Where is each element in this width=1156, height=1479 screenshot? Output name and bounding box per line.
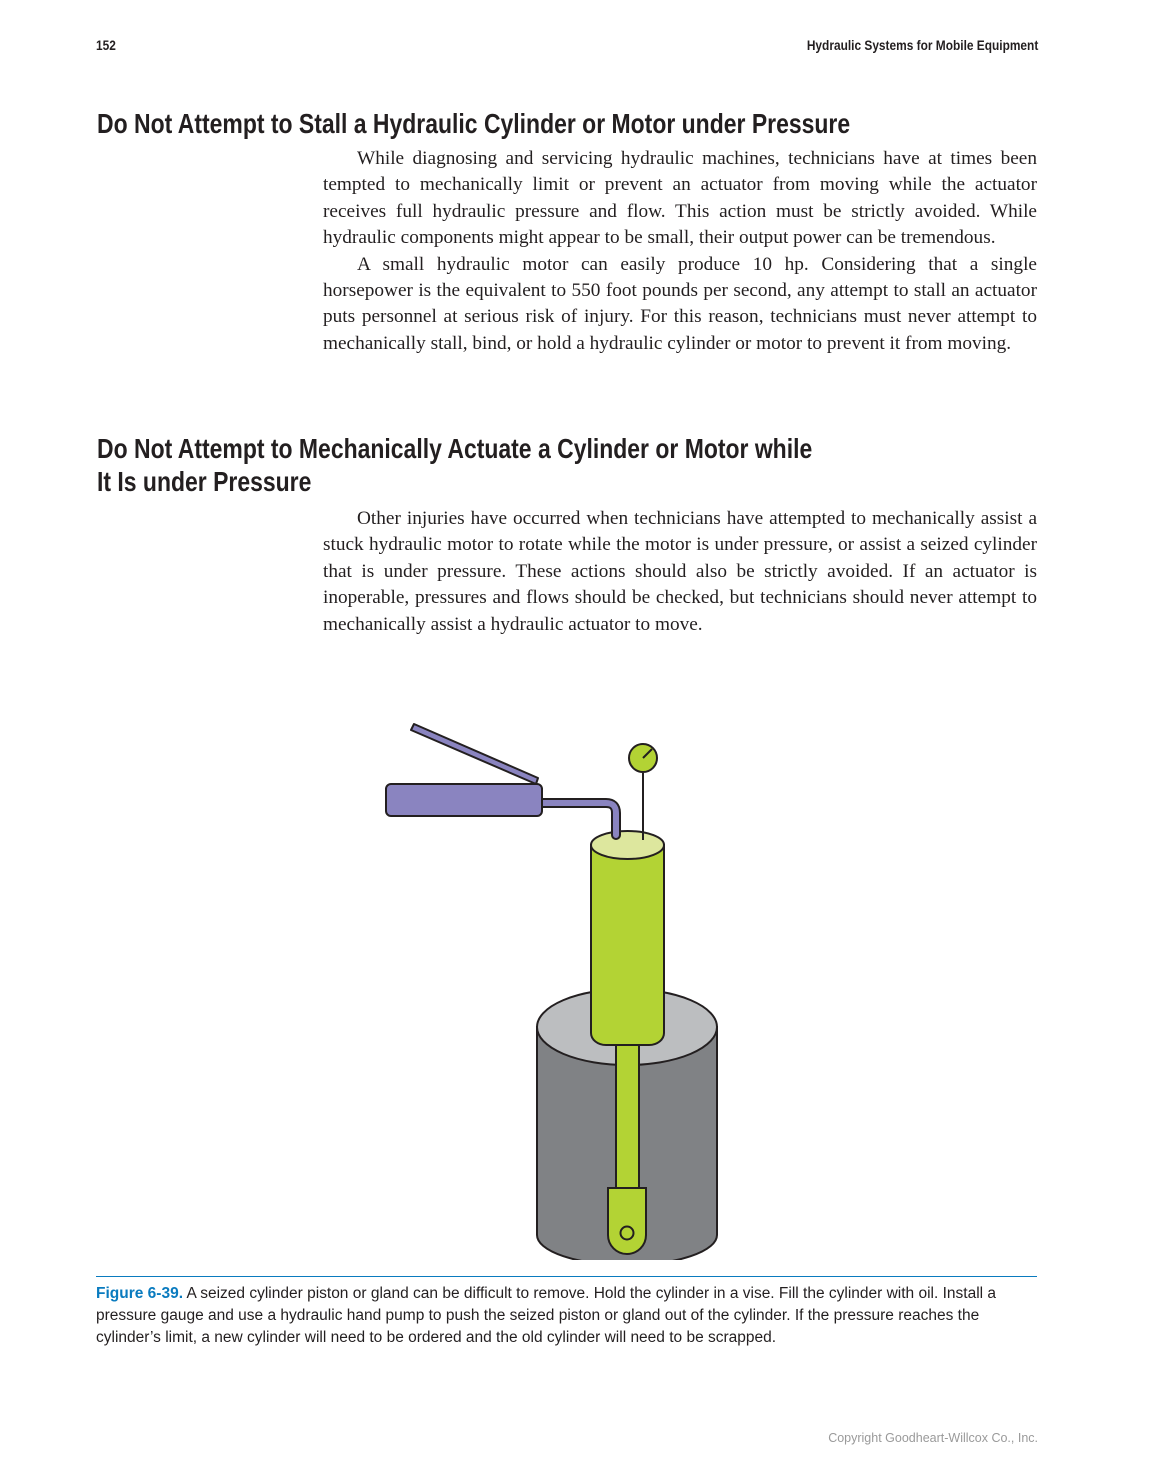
- paragraph: A small hydraulic motor can easily produce 10 hp. Considering that a single horsepower is the equivalent to 550 foot pounds per second, any attempt to stall an actuator puts personnel at serious risk of injury. For this reason, technicians must never attempt to mechanically stall, bind, or hold a hydraulic cylinder or motor to prevent it from moving.: [323, 253, 1037, 354]
- paragraph: While diagnosing and servicing hydraulic machines, technicians have at times been tempted to mechanically limit or prevent an actuator from moving while the actuator receives full hydraulic pressure and flow. This action must be strictly avoided. While hydraulic components might appear to be small, their output power can be tremendous.: [323, 148, 1037, 249]
- hand-pump-icon: [386, 724, 616, 835]
- heading-line: Do Not Attempt to Mechanically Actuate a Cylinder or Motor while: [97, 433, 813, 464]
- running-header: Hydraulic Systems for Mobile Equipment: [806, 37, 1038, 53]
- section-heading-stall: Do Not Attempt to Stall a Hydraulic Cylinder or Motor under Pressure: [97, 108, 851, 139]
- figure-label: Figure 6-39.: [96, 1285, 183, 1302]
- pressure-gauge-icon: [629, 744, 657, 840]
- section-heading-actuate: [97, 432, 812, 498]
- figure-illustration: [370, 715, 730, 1260]
- paragraph: Other injuries have occurred when technicians have attempted to mechanically assist a stuck hydraulic motor to rotate while the motor is under pressure, or assist a seized cylinder that is under pressure. These actions should also be strictly avoided. If an actuator is inoperable, pressures and flows should be checked, but technicians should never attempt to mechanically assist a hydraulic actuator to move.: [323, 508, 1037, 635]
- seized-cylinder-diagram: [370, 715, 730, 1260]
- page-number: 152: [96, 37, 116, 53]
- caption-text: A seized cylinder piston or gland can be difficult to remove. Hold the cylinder in a vise. Fill the cylinder with oil. Install a pressure gauge and use a hydraulic hand pump to push the seized piston or gland out of the cylinder. If the pressure reaches the cylinder’s limit, a new cylinder will need to be ordered and the old cylinder will need to be scrapped.: [96, 1285, 997, 1346]
- caption-divider: [96, 1276, 1037, 1277]
- copyright-notice: Copyright Goodheart-Willcox Co., Inc.: [828, 1431, 1038, 1445]
- section-body-stall: [323, 146, 1037, 357]
- section-body-actuate: [323, 506, 1037, 638]
- figure-caption: [96, 1283, 1041, 1348]
- heading-line: It Is under Pressure: [97, 466, 312, 497]
- cylinder-barrel-icon: [591, 831, 664, 1045]
